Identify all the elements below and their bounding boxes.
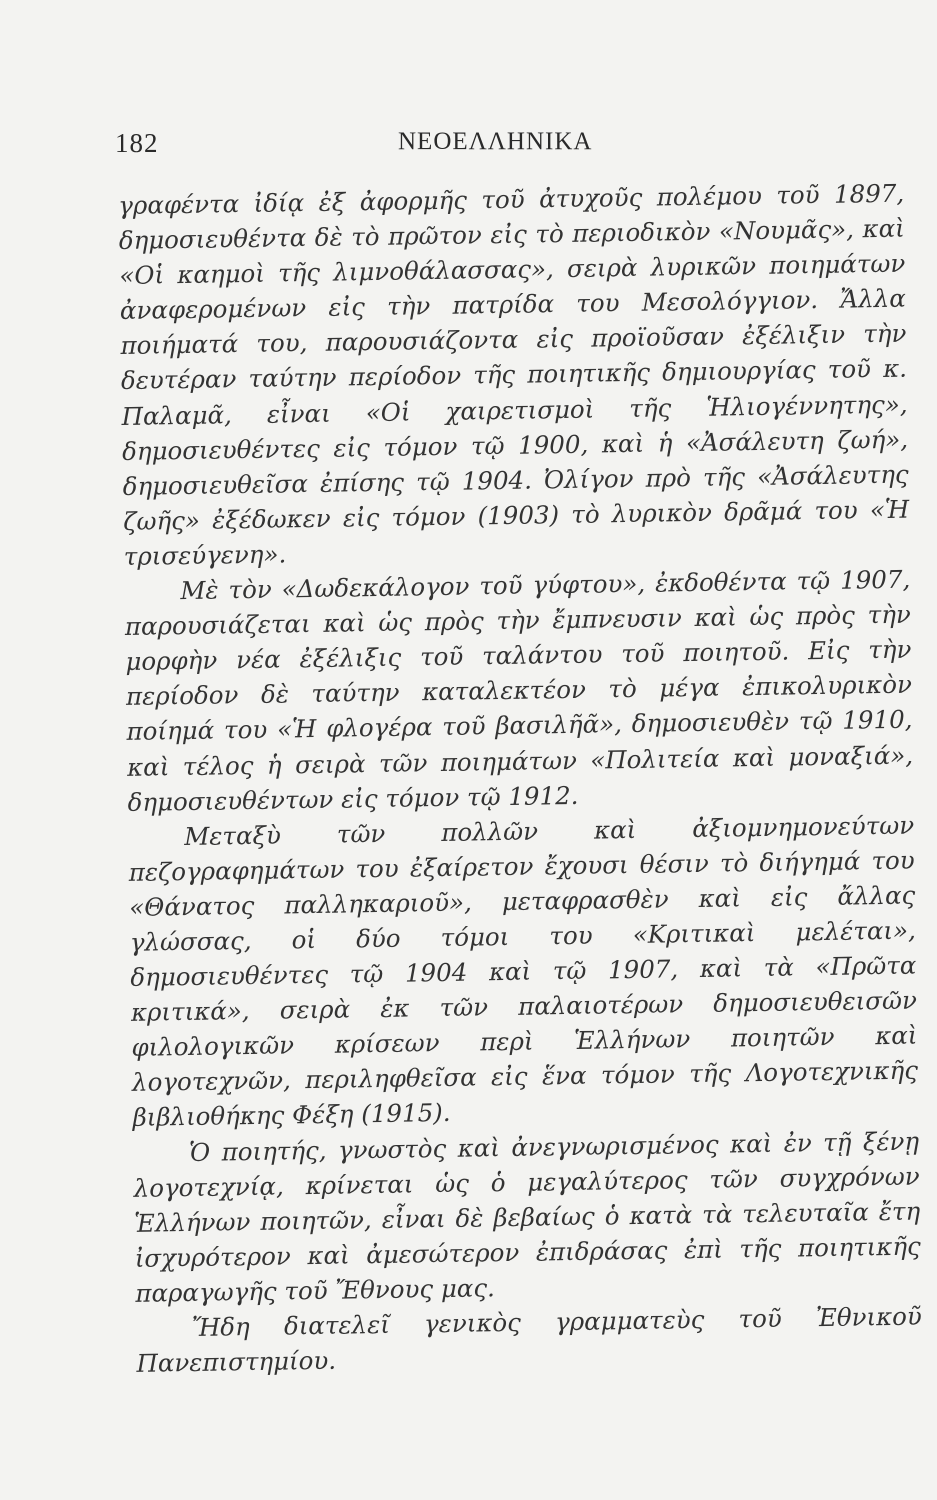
paragraph: Μὲ τὸν «Δωδεκάλογον τοῦ γύφτου», ἐκδοθέντα τῷ 1907, παρουσιάζεται καὶ ὡς πρὸς τὴν ἔμπνευσιν καὶ ὡς πρὸς τὴν μορφὴν νέα ἐξέλιξις τοῦ ταλάντου τοῦ ποιητοῦ. Εἰς τὴν περίοδον δὲ ταύτην καταλεκτέον τὸ μέγα ἐπικολυρικὸν ποίημά του «Ἡ φλογέρα τοῦ βασιλῆᾶ», δημοσιευθὲν τῷ 1910, καὶ τέλος ἡ σειρὰ τῶν ποιημάτων «Πολιτεία καὶ μοναξιά», δημοσιευθέντων εἰς τόμον τῷ 1912. (124, 564, 914, 817)
page-header (115, 128, 895, 168)
paragraph: Ὁ ποιητής, γνωστὸς καὶ ἀνεγνωρισμένος καὶ ἐν τῇ ξένῃ λογοτεχνίᾳ, κρίνεται ὡς ὁ μεγαλύτερος τῶν συγχρόνων Ἑλλήνων ποιητῶν, εἶναι δὲ βεβαίως ὁ κατὰ τὰ τελευταῖα ἔτη ἰσχυρότερον καὶ ἀμεσώτερον ἐπιδράσας ἐπὶ τῆς ποιητικῆς παραγωγῆς τοῦ Ἔθνους μας. (133, 1126, 921, 1308)
running-title: ΝΕΟΕΛΛΗΝΙΚΑ (398, 128, 593, 155)
paragraph: γραφέντα ἰδίᾳ ἐξ ἀφορμῆς τοῦ ἀτυχοῦς πολέμου τοῦ 1897, δημοσιευθέντα δὲ τὸ πρῶτον εἰς τὸ περιοδικὸν «Νουμᾶς», καὶ «Οἱ καημοὶ τῆς λιμνοθάλασσας», σειρὰ λυρικῶν ποιημάτων ἀναφερομένων εἰς τὴν πατρίδα του Μεσολόγγιον. Ἄλλα ποιήματά του, παρουσιάζοντα εἰς προϊοῦσαν ἐξέλιξιν τὴν δευτέραν ταύτην περίοδον τῆς ποιητικῆς δημιουργίας τοῦ κ. Παλαμᾶ, εἶναι «Οἱ χαιρετισμοὶ τῆς Ἡλιογέννητης», δημοσιευθέντες εἰς τόμον τῷ 1900, καὶ ἡ «Ἀσάλευτη ζωή», δημοσιευθεῖσα ἐπίσης τῷ 1904. Ὀλίγον πρὸ τῆς «Ἀσάλευτης ζωῆς» ἐξέδωκεν εἰς τόμον (1903) τὸ λυρικὸν δρᾶμά του «Ἡ τρισεύγενη». (118, 178, 910, 571)
page-number: 182 (115, 128, 159, 158)
paragraph: Μεταξὺ τῶν πολλῶν καὶ ἀξιομνημονεύτων πεζογραφημάτων του ἐξαίρετον ἔχουσι θέσιν τὸ διήγημά του «Θάνατος παλληκαριοῦ», μεταφρασθὲν καὶ εἰς ἄλλας γλώσσας, οἱ δύο τόμοι του «Κριτικαὶ μελέται», δημοσιευθέντες τῷ 1904 καὶ τῷ 1907, καὶ τὰ «Πρῶτα κριτικά», σειρὰ ἐκ τῶν παλαιοτέρων δημοσιευθεισῶν φιλολογικῶν κρίσεων περὶ Ἑλλήνων ποιητῶν καὶ λογοτεχνῶν, περιληφθεῖσα εἰς ἕνα τόμον τῆς Λογοτεχνικῆς βιβλιοθήκης Φέξη (1915). (128, 810, 919, 1133)
paragraph: Ἤδη διατελεῖ γενικὸς γραμματεὺς τοῦ Ἐθνικοῦ Πανεπιστημίου. (136, 1301, 923, 1378)
body-text (118, 176, 923, 1381)
